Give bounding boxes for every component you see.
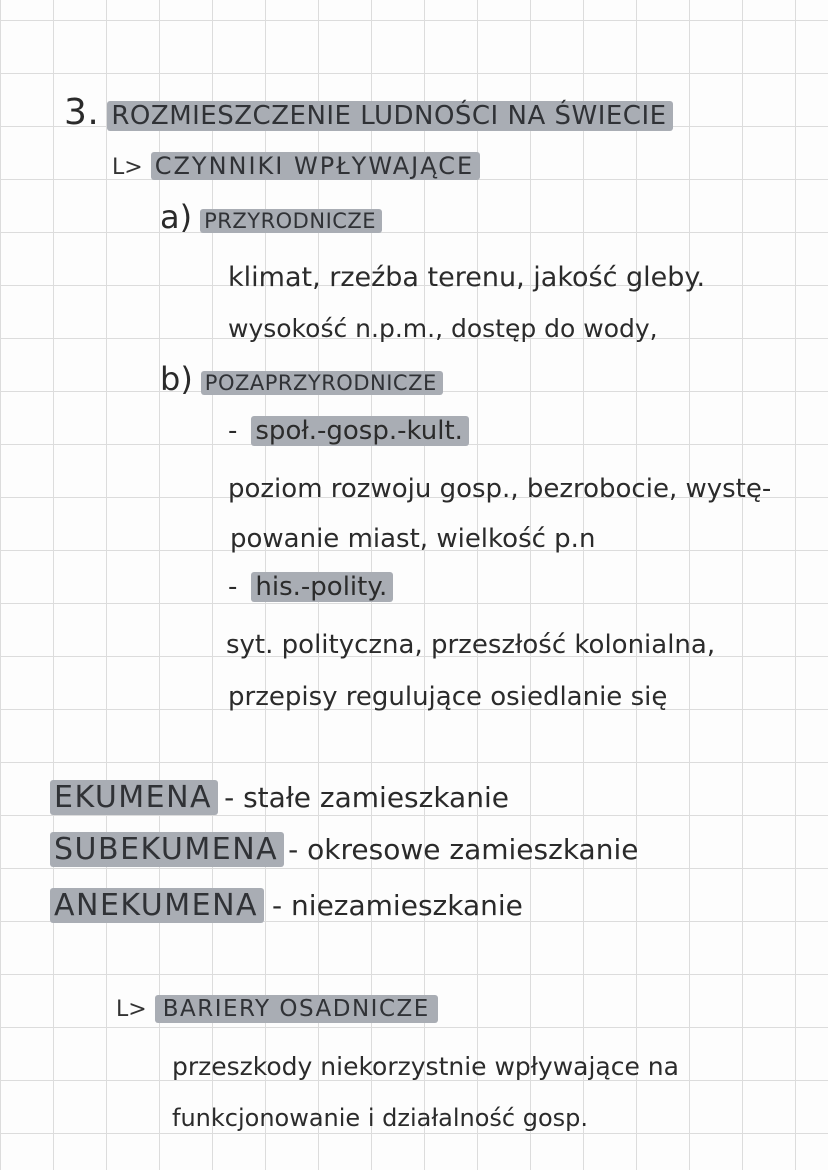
- non-natural-factors-heading: POZAPRZYRODNICZE: [201, 371, 443, 395]
- socio-economic-row: [228, 416, 469, 446]
- factors-heading: CZYNNIKI WPŁYWAJĄCE: [151, 152, 480, 180]
- item-label-b: b): [160, 360, 193, 398]
- socio-economic-heading: społ.-gosp.-kult.: [251, 416, 469, 446]
- section-number: 3.: [64, 92, 100, 133]
- socio-economic-line-1: poziom rozwoju gosp., bezrobocie, wystę-: [228, 474, 772, 504]
- factors-heading-row: [112, 152, 480, 180]
- historical-political-line-1: syt. polityczna, przeszłość kolonialna,: [226, 630, 716, 660]
- historical-political-line-2: przepisy regulujące osiedlanie się: [228, 682, 668, 712]
- term-row: [50, 888, 523, 923]
- term-subekumena: SUBEKUMENA: [50, 832, 284, 867]
- natural-factors-heading: PRZYRODNICZE: [200, 209, 382, 233]
- barriers-heading: BARIERY OSADNICZE: [155, 995, 438, 1023]
- natural-factors-row: [160, 198, 382, 236]
- barriers-line-2: funkcjonowanie i działalność gosp.: [172, 1104, 589, 1132]
- item-label-a: a): [160, 198, 193, 236]
- term-description: - okresowe zamieszkanie: [288, 833, 639, 866]
- section-title: [64, 92, 673, 133]
- dash: -: [228, 416, 238, 446]
- term-anekumena: ANEKUMENA: [50, 888, 264, 923]
- term-row: [50, 832, 638, 867]
- historical-political-row: [228, 572, 393, 602]
- non-natural-factors-row: [160, 360, 443, 398]
- socio-economic-line-2: powanie miast, wielkość p.n: [230, 524, 596, 554]
- section-title-text: ROZMIESZCZENIE LUDNOŚCI NA ŚWIECIE: [107, 101, 672, 131]
- term-description: - stałe zamieszkanie: [224, 781, 509, 814]
- barriers-line-1: przeszkody niekorzystnie wpływające na: [172, 1052, 679, 1081]
- term-description: - niezamieszkanie: [272, 889, 523, 922]
- natural-factors-line-1: klimat, rzeźba terenu, jakość gleby.: [228, 262, 706, 293]
- historical-political-heading: his.-polity.: [251, 572, 393, 602]
- arrow-icon: L>: [112, 155, 143, 180]
- barriers-heading-row: [116, 996, 438, 1022]
- dash: -: [228, 572, 238, 602]
- term-ekumena: EKUMENA: [50, 780, 218, 815]
- arrow-icon: L>: [116, 997, 147, 1022]
- term-row: [50, 780, 509, 815]
- natural-factors-line-2: wysokość n.p.m., dostęp do wody,: [228, 314, 658, 343]
